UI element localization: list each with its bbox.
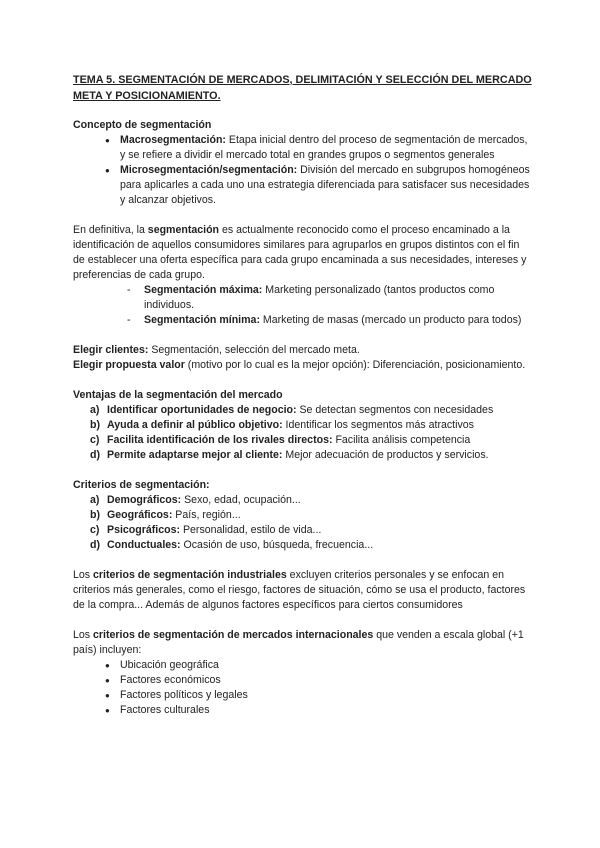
term: Elegir propuesta valor — [73, 359, 185, 371]
text: Los — [73, 629, 94, 641]
text: En definitiva, la — [73, 224, 148, 236]
section-heading-criterios: Criterios de segmentación: — [73, 479, 210, 491]
list-marker: b) — [90, 419, 100, 431]
item-text: Etapa inicial dentro del proceso de segmentación de mercados, y se refiere a dividir el mercado total en grandes grupos o segmentos generales — [120, 134, 528, 161]
list-marker: a) — [90, 404, 100, 416]
list-marker: d) — [90, 539, 100, 551]
term: Elegir clientes: — [73, 344, 149, 356]
concepto-list — [73, 133, 533, 208]
internacionales-list — [73, 658, 533, 718]
elegir-propuesta — [73, 358, 533, 373]
list-item — [90, 433, 533, 448]
definition-paragraph — [73, 223, 533, 283]
term: criterios de segmentación industriales — [93, 569, 287, 581]
list-item — [127, 283, 533, 313]
term: Facilita identificación de los rivales directos: — [107, 434, 333, 446]
item-text: Mejor adecuación de productos y servicios. — [282, 449, 489, 461]
list-item — [90, 538, 533, 553]
term: Permite adaptarse mejor al cliente: — [107, 449, 283, 461]
list-item — [127, 313, 533, 328]
text: Los — [73, 569, 94, 581]
list-marker: c) — [90, 524, 100, 536]
list-item — [106, 133, 533, 163]
ventajas-list — [73, 403, 533, 463]
industriales-paragraph — [73, 568, 533, 613]
text: excluyen criterios personales y se enfocan en criterios más generales, como el riesgo, factores de situación, cómo se usa el producto, factores de la compra... Además de algunos factores específicos para ciertos consumidores — [73, 569, 526, 611]
term: Demográficos: — [107, 494, 182, 506]
list-item — [90, 418, 533, 433]
list-item: ● Factores políticos y legales — [106, 688, 533, 703]
list-marker: c) — [90, 434, 100, 446]
document-content — [73, 72, 533, 718]
term: Macrosegmentación: — [120, 134, 226, 146]
term: Segmentación máxima: — [144, 284, 263, 296]
term: segmentación — [147, 224, 220, 236]
item-text: Identificar los segmentos más atractivos — [282, 419, 474, 431]
term: criterios de segmentación de mercados internacionales — [93, 629, 374, 641]
page-title: TEMA 5. SEGMENTACIÓN DE MERCADOS, DELIMITACIÓN Y SELECCIÓN DEL MERCADO META Y POSICIONAMIENTO. — [73, 74, 532, 102]
list-marker: d) — [90, 449, 100, 461]
elegir-clientes — [73, 343, 533, 358]
list-item: ● Factores culturales — [106, 703, 533, 718]
term: Ayuda a definir al público objetivo: — [107, 419, 283, 431]
item-text: Facilita análisis competencia — [332, 434, 471, 446]
item-text: Sexo, edad, ocupación... — [181, 494, 301, 506]
list-item — [90, 403, 533, 418]
item-text: País, región... — [172, 509, 241, 521]
segmentation-range-list — [73, 283, 533, 328]
list-item — [90, 523, 533, 538]
term: Psicográficos: — [107, 524, 181, 536]
term: Microsegmentación/segmentación: — [120, 164, 298, 176]
item-text: División del mercado en subgrupos homogéneos para aplicarles a cada uno una estrategia diferenciada para satisfacer sus necesidades y alcanzar objetivos. — [120, 164, 530, 206]
criterios-list — [73, 493, 533, 553]
internacionales-paragraph — [73, 628, 533, 658]
list-item — [90, 493, 533, 508]
item-text: Personalidad, estilo de vida... — [180, 524, 322, 536]
list-item — [106, 163, 533, 208]
term: Identificar oportunidades de negocio: — [107, 404, 297, 416]
list-item: ● Ubicación geográfica — [106, 658, 533, 673]
text: Segmentación, selección del mercado meta. — [148, 344, 360, 356]
section-heading-ventajas: Ventajas de la segmentación del mercado — [73, 389, 283, 401]
item-text: Marketing personalizado (tantos productos como individuos. — [144, 284, 495, 311]
list-item — [90, 448, 533, 463]
term: Geográficos: — [107, 509, 173, 521]
list-item — [90, 508, 533, 523]
text: (motivo por lo cual es la mejor opción): Diferenciación, posicionamiento. — [184, 359, 526, 371]
term: Conductuales: — [107, 539, 181, 551]
item-text: Se detectan segmentos con necesidades — [296, 404, 494, 416]
item-text: Marketing de masas (mercado un producto para todos) — [259, 314, 522, 326]
list-item: ● Factores económicos — [106, 673, 533, 688]
list-marker: b) — [90, 509, 100, 521]
term: Segmentación mínima: — [144, 314, 260, 326]
section-heading-concepto: Concepto de segmentación — [73, 119, 212, 131]
list-marker: a) — [90, 494, 100, 506]
text: es actualmente reconocido como el proceso encaminado a la identificación de aquellos consumidores similares para agruparlos en grupos distintos con el fin de establecer una oferta específica para cada grupo encaminada a sus necesidades, intereses y preferencias de cada grupo. — [73, 224, 527, 281]
item-text: Ocasión de uso, búsqueda, frecuencia... — [180, 539, 374, 551]
text: que venden a escala global (+1 país) incluyen: — [73, 629, 524, 656]
